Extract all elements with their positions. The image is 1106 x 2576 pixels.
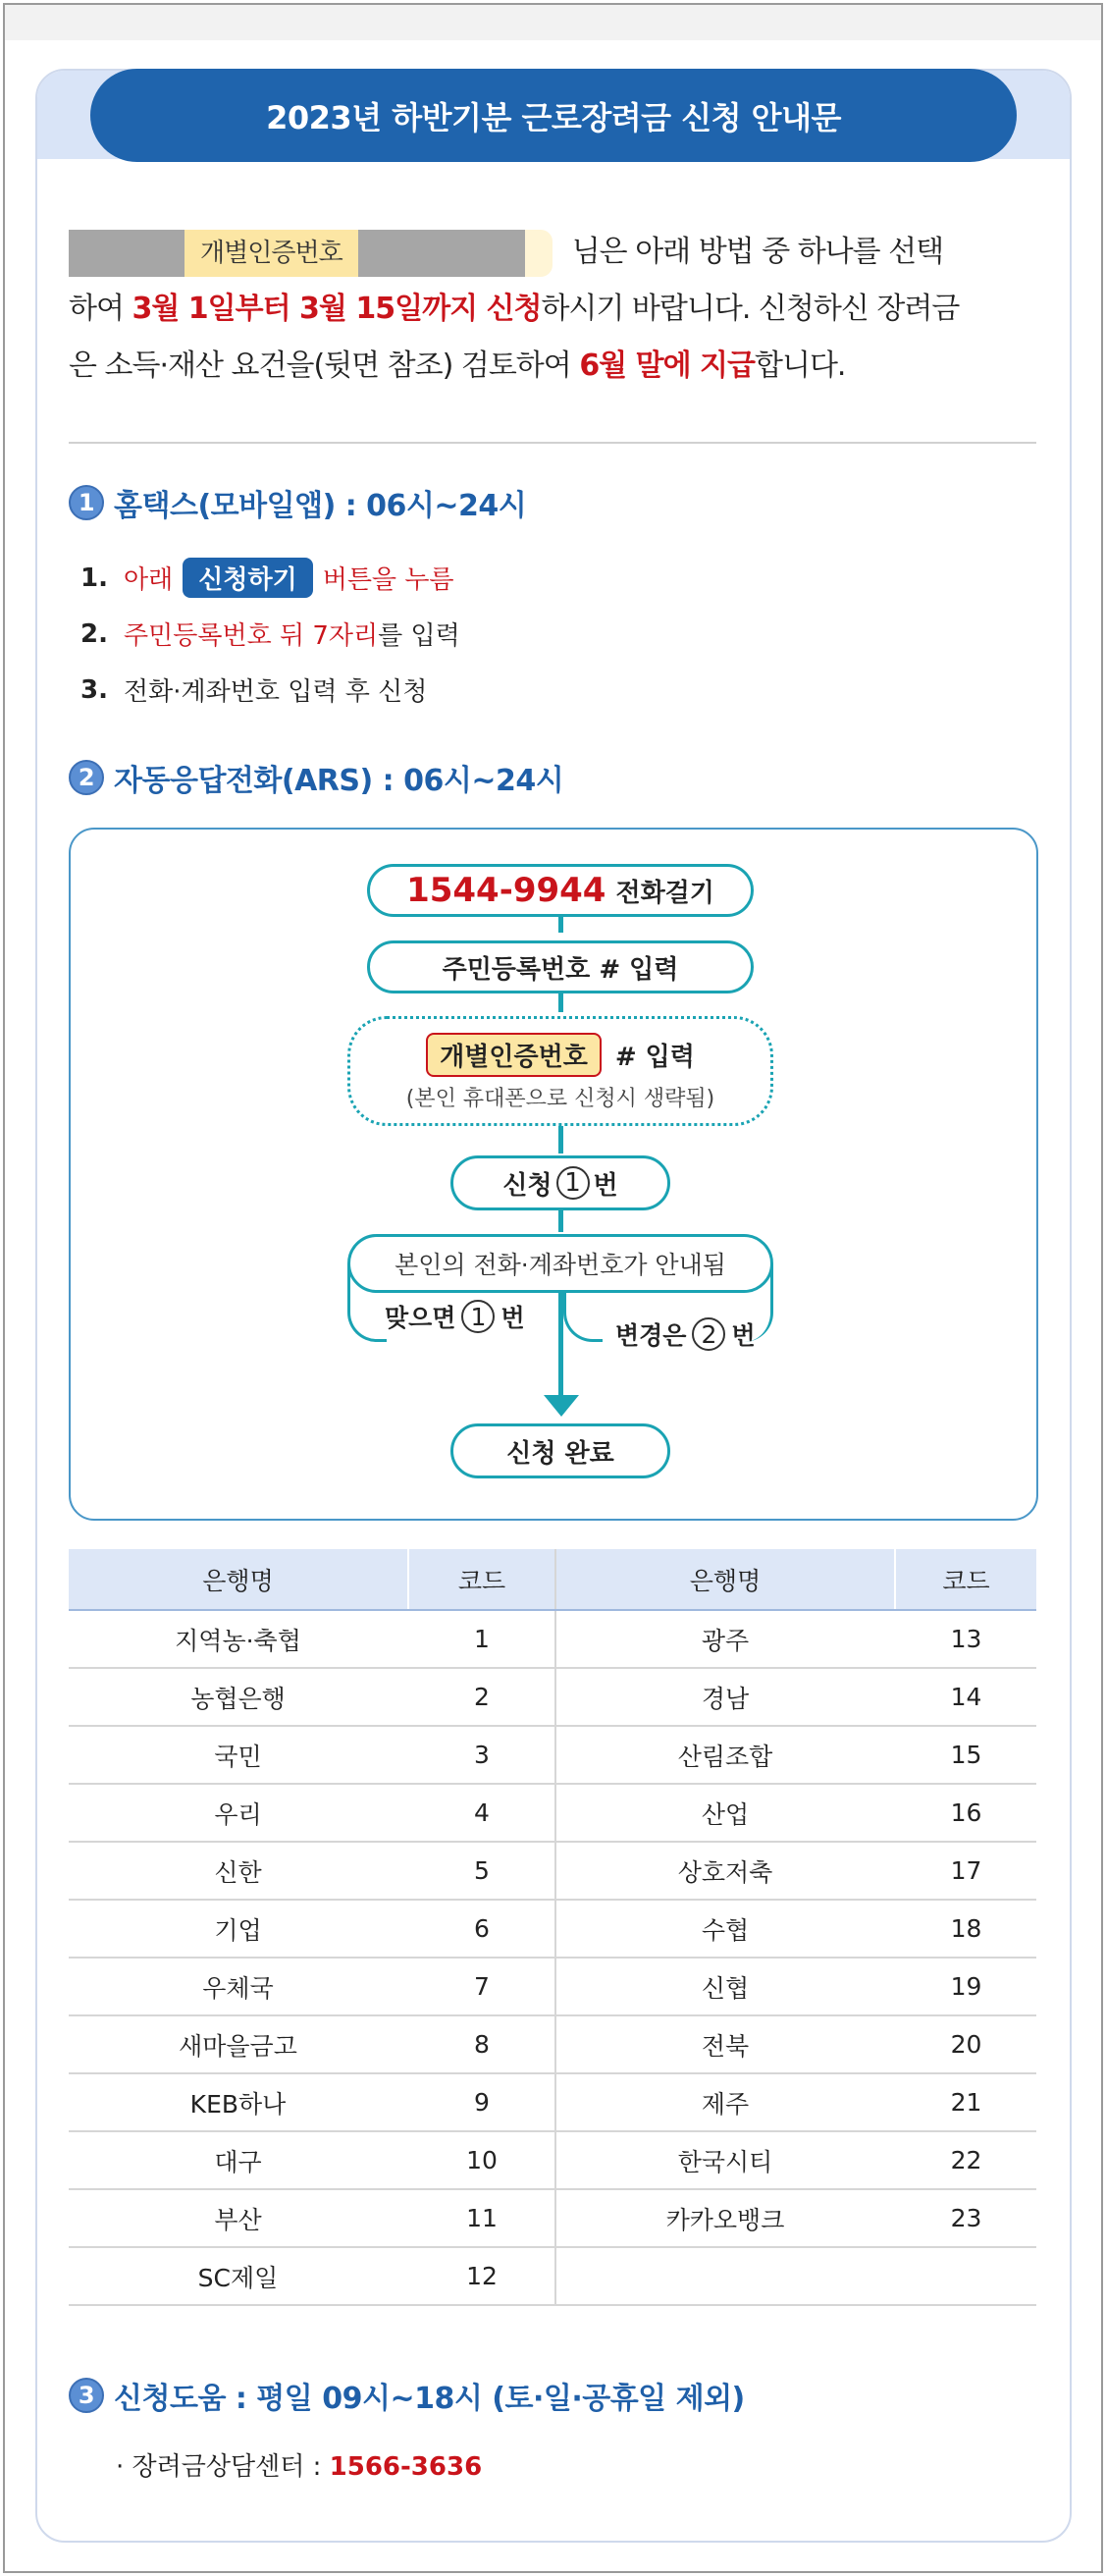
flow-resident-node: 주민등록번호 # 입력: [367, 940, 754, 993]
intro-line-2: [69, 281, 1040, 338]
bank-code: 23: [895, 2189, 1036, 2247]
intro-paragraph: [69, 224, 1040, 395]
flow-change-post: 번: [731, 1321, 756, 1350]
bank-code: 13: [895, 1610, 1036, 1668]
bank-code: 9: [408, 2073, 555, 2131]
step-2: [80, 606, 964, 662]
bank-code: 8: [408, 2015, 555, 2073]
step-2-highlight: 주민등록번호 뒤 7자리: [124, 621, 379, 651]
bank-name: 광주: [555, 1610, 895, 1668]
table-row: [69, 2189, 1036, 2247]
intro-line2-suffix: 하시기 바랍니다. 신청하신 장려금: [541, 292, 960, 326]
section1-title: 홈택스(모바일앱) : 06시~24시: [114, 489, 527, 523]
table-header-row: [69, 1549, 1036, 1610]
bank-name: 산업: [555, 1784, 895, 1842]
redacted-name: [69, 230, 184, 277]
intro-line-3: [69, 338, 1040, 395]
bank-code: 1: [408, 1610, 555, 1668]
bank-name: [555, 2247, 895, 2305]
header-bank-name: 은행명: [555, 1549, 895, 1610]
notice-title: 2023년 하반기분 근로장려금 신청 안내문: [90, 69, 1017, 162]
bank-name: 한국시티: [555, 2131, 895, 2189]
step-2-post: 를 입력: [378, 621, 460, 651]
help-center-label: · 장려금상담센터 :: [116, 2452, 330, 2482]
bank-name: 부산: [69, 2189, 408, 2247]
bank-name: 신한: [69, 1842, 408, 1900]
flow-confirm-node: 본인의 전화·계좌번호가 안내됨: [347, 1234, 773, 1293]
bank-code: 21: [895, 2073, 1036, 2131]
bank-name: 대구: [69, 2131, 408, 2189]
flow-connector: [558, 991, 563, 1012]
flow-left-branch: [347, 1263, 387, 1342]
bank-name: 카카오뱅크: [555, 2189, 895, 2247]
flow-apply-node: [450, 1155, 670, 1210]
flow-correct-post: 번: [500, 1304, 525, 1332]
help-center-line: [116, 2446, 482, 2483]
bank-code: 4: [408, 1784, 555, 1842]
bank-code: 3: [408, 1726, 555, 1784]
flow-change-option: [615, 1316, 756, 1352]
section2-title: 자동응답전화(ARS) : 06시~24시: [114, 764, 564, 798]
flow-connector: [558, 1208, 563, 1232]
bank-name: 국민: [69, 1726, 408, 1784]
flow-apply-pre: 신청: [502, 1170, 553, 1201]
bank-name: 농협은행: [69, 1668, 408, 1726]
card-body-top: [53, 164, 1054, 203]
step-1-pre: 아래: [124, 565, 174, 595]
circle-1-icon: 1: [556, 1166, 590, 1200]
bank-code: 6: [408, 1900, 555, 1958]
flow-cert-input: # 입력: [614, 1043, 695, 1072]
table-row: [69, 2131, 1036, 2189]
table-row: [69, 1784, 1036, 1842]
apply-period: 3월 1일부터 3월 15일까지 신청: [132, 292, 542, 326]
bank-code: 20: [895, 2015, 1036, 2073]
bank-name: 수협: [555, 1900, 895, 1958]
bank-code: 10: [408, 2131, 555, 2189]
section1-heading: [69, 481, 526, 524]
apply-button[interactable]: 신청하기: [183, 558, 312, 598]
bank-code: 19: [895, 1958, 1036, 2015]
step-1-post: 버튼을 누름: [322, 565, 454, 595]
bank-code: 2: [408, 1668, 555, 1726]
top-strip: [5, 5, 1101, 40]
flow-change-pre: 변경은: [615, 1321, 687, 1350]
flow-cert-row: [350, 1033, 770, 1077]
bank-code: 12: [408, 2247, 555, 2305]
section3-number-icon: 3: [69, 2378, 104, 2413]
bank-code: 18: [895, 1900, 1036, 1958]
bank-code-table: [69, 1549, 1036, 2306]
intro-line-1: [69, 224, 1040, 281]
bank-code: 5: [408, 1842, 555, 1900]
section2-heading: [69, 756, 563, 799]
section2-number-icon: 2: [69, 760, 104, 795]
section1-number-icon: 1: [69, 485, 104, 520]
header-code: 코드: [895, 1549, 1036, 1610]
bank-name: SC제일: [69, 2247, 408, 2305]
table-row: [69, 2073, 1036, 2131]
step-1-number: 1.: [80, 563, 108, 593]
table-row: [69, 2015, 1036, 2073]
flow-cert-badge: 개별인증번호: [426, 1033, 602, 1077]
bank-code: 22: [895, 2131, 1036, 2189]
table-row: [69, 1900, 1036, 1958]
table-row: [69, 1958, 1036, 2015]
help-center-phone[interactable]: 1566-3636: [329, 2452, 483, 2482]
bank-name: 경남: [555, 1668, 895, 1726]
header-code: 코드: [408, 1549, 555, 1610]
hometax-steps: [80, 550, 964, 718]
flow-cert-node: [347, 1016, 773, 1126]
section-divider: [69, 442, 1036, 444]
intro-line2-pre: 하여: [69, 292, 132, 326]
section3-title: 신청도움 : 평일 09시~18시 (토·일·공휴일 제외): [114, 2382, 745, 2416]
bank-name: 새마을금고: [69, 2015, 408, 2073]
section3-heading: [69, 2374, 745, 2417]
step-1: [80, 550, 964, 606]
bank-name: 제주: [555, 2073, 895, 2131]
flow-correct-pre: 맞으면: [385, 1304, 456, 1332]
cert-badge-tail: [525, 230, 553, 277]
step-2-number: 2.: [80, 618, 108, 649]
bank-name: 상호저축: [555, 1842, 895, 1900]
flow-cert-note: (본인 휴대폰으로 신청시 생략됨): [405, 1087, 715, 1111]
bank-code: 11: [408, 2189, 555, 2247]
cert-number-badge: 개별인증번호: [184, 230, 358, 277]
redacted-cert-number: [358, 230, 525, 277]
step-3-text: 전화·계좌번호 입력 후 신청: [124, 677, 428, 707]
table-row: [69, 1668, 1036, 1726]
flow-call-node: [367, 864, 754, 917]
flow-apply-post: 번: [593, 1170, 618, 1201]
bank-code: 15: [895, 1726, 1036, 1784]
bank-name: 우리: [69, 1784, 408, 1842]
bank-code: 16: [895, 1784, 1036, 1842]
bank-code: [895, 2247, 1036, 2305]
intro-line3-pre: 은 소득·재산 요건을(뒷면 참조) 검토하여: [69, 349, 580, 383]
bank-code: 17: [895, 1842, 1036, 1900]
ars-phone-number: 1544-9944: [406, 871, 606, 910]
bank-name: 기업: [69, 1900, 408, 1958]
intro-line1-suffix: 님은 아래 방법 중 하나를 선택: [571, 235, 944, 269]
bank-name: 산림조합: [555, 1726, 895, 1784]
payment-date: 6월 말에 지급: [579, 349, 755, 383]
bank-name: 지역농·축협: [69, 1610, 408, 1668]
flow-connector: [558, 1124, 563, 1154]
table-row: [69, 1842, 1036, 1900]
circle-2-icon: 2: [692, 1317, 725, 1351]
bank-code: 14: [895, 1668, 1036, 1726]
table-row: [69, 1610, 1036, 1668]
header-bank-name: 은행명: [69, 1549, 408, 1610]
flow-arrow-icon: [544, 1395, 579, 1417]
flow-call-label: 전화걸기: [615, 878, 714, 908]
ars-flow-box: [69, 828, 1038, 1521]
step-3: [80, 662, 964, 718]
step-3-number: 3.: [80, 674, 108, 705]
bank-code: 7: [408, 1958, 555, 2015]
bank-name: 우체국: [69, 1958, 408, 2015]
circle-1-icon: 1: [461, 1300, 495, 1333]
table-row: [69, 1726, 1036, 1784]
bank-name: KEB하나: [69, 2073, 408, 2131]
intro-line3-suffix: 합니다.: [754, 349, 846, 383]
flow-done-node: 신청 완료: [450, 1423, 670, 1478]
table-row: [69, 2247, 1036, 2305]
bank-name: 전북: [555, 2015, 895, 2073]
bank-name: 신협: [555, 1958, 895, 2015]
flow-correct-option: [385, 1299, 525, 1334]
